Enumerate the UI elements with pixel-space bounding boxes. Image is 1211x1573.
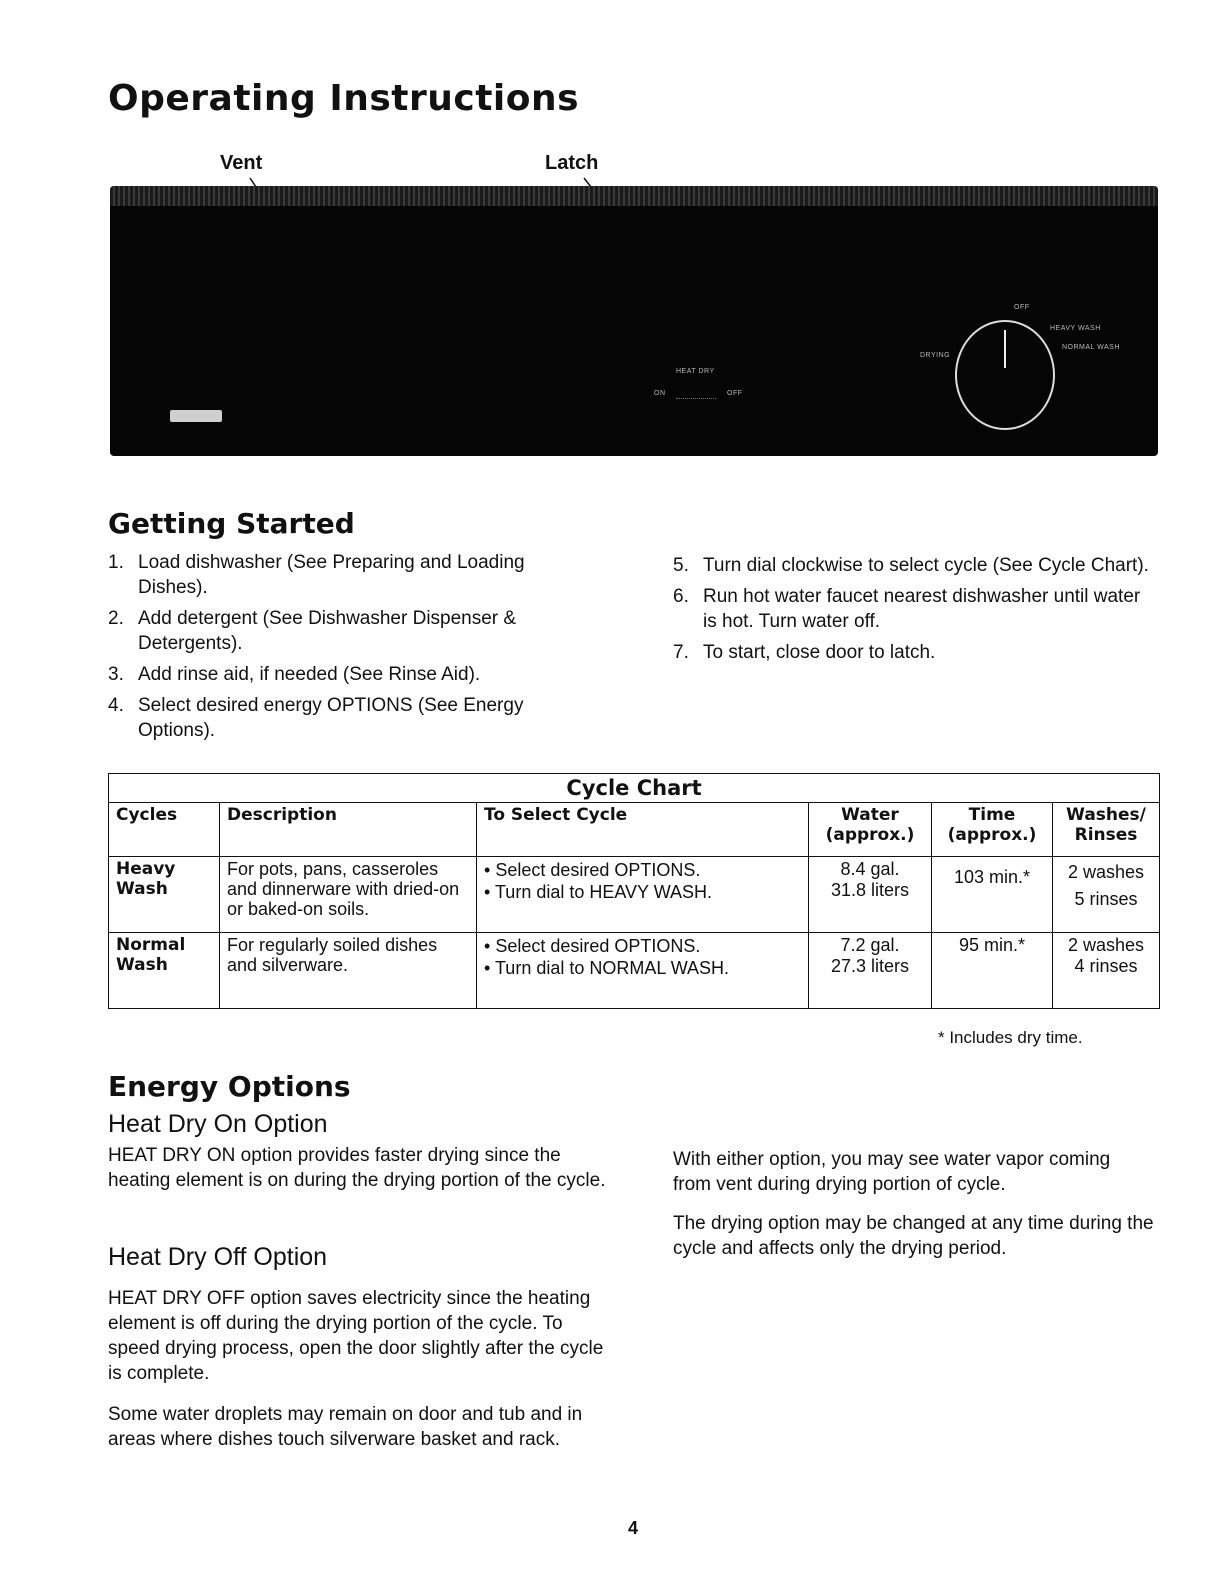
water-cell: 7.2 gal. 27.3 liters	[809, 933, 932, 1009]
vent-label: Vent	[220, 152, 263, 174]
list-item: 2. Add detergent (See Dishwasher Dispenser & Detergents).	[108, 608, 517, 654]
header-description: Description	[220, 803, 477, 857]
header-to-select: To Select Cycle	[477, 803, 809, 857]
dial-off-label: OFF	[1014, 304, 1030, 311]
steps-left-list	[108, 550, 598, 749]
heat-dry-off-note: Some water droplets may remain on door and tub and in areas where dishes touch silverware basket and rack.	[108, 1404, 583, 1450]
header-cycles: Cycles	[109, 803, 220, 857]
to-select-cell: • Select desired OPTIONS. • Turn dial to NORMAL WASH.	[477, 933, 809, 1009]
time-cell: 95 min.*	[932, 933, 1053, 1009]
water-cell: 8.4 gal. 31.8 liters	[809, 857, 932, 933]
table-header-row	[109, 803, 1160, 857]
cycle-name-cell: Normal Wash	[109, 933, 220, 1009]
dial-heavy-wash-label: HEAVY WASH	[1050, 325, 1101, 332]
header-time: Time (approx.)	[932, 803, 1053, 857]
cycle-chart-caption: Cycle Chart	[109, 774, 1160, 803]
list-item: 4. Select desired energy OPTIONS (See Energy Options).	[108, 695, 524, 741]
list-item: 1. Load dishwasher (See Preparing and Loading Dishes).	[108, 552, 525, 598]
list-item: 7. To start, close door to latch.	[673, 642, 936, 663]
heat-dry-off-label: OFF	[727, 390, 743, 397]
heat-dry-off-text: HEAT DRY OFF option saves electricity since the heating element is off during the drying portion of the cycle. To speed drying process, open the door slightly after the cycle is complete.	[108, 1288, 604, 1384]
dial-normal-wash-label: NORMAL WASH	[1062, 344, 1120, 351]
time-cell: 103 min.*	[932, 857, 1053, 933]
heat-dry-on-heading: Heat Dry On Option	[108, 1110, 328, 1138]
table-row	[109, 933, 1160, 1009]
heat-dry-switch-label: HEAT DRY	[676, 368, 715, 375]
energy-options-heading: Energy Options	[108, 1070, 351, 1103]
control-panel-vent-strip	[110, 186, 1158, 206]
latch-label: Latch	[545, 152, 599, 174]
heat-dry-on-label: ON	[654, 390, 666, 397]
steps-right-list	[673, 553, 1153, 671]
description-cell: For regularly soiled dishes and silverware.	[220, 933, 477, 1009]
table-row	[109, 857, 1160, 933]
getting-started-heading: Getting Started	[108, 507, 355, 540]
washes-cell: 2 washes 4 rinses	[1053, 933, 1160, 1009]
heat-dry-on-text: HEAT DRY ON option provides faster drying since the heating element is on during the drying portion of the cycle.	[108, 1145, 606, 1191]
washes-cell: 2 washes 5 rinses	[1053, 857, 1160, 933]
header-water: Water (approx.)	[809, 803, 932, 857]
cycle-chart-table	[108, 773, 1160, 1009]
table-footnote: * Includes dry time.	[938, 1028, 1083, 1047]
dial-drying-label: DRYING	[920, 352, 951, 359]
list-item: 5. Turn dial clockwise to select cycle (See Cycle Chart).	[673, 555, 1149, 576]
page-number: 4	[628, 1518, 639, 1538]
vapor-note: With either option, you may see water vapor coming from vent during drying portion of cycle.	[673, 1149, 1111, 1195]
page-title: Operating Instructions	[108, 78, 580, 119]
to-select-cell: • Select desired OPTIONS. • Turn dial to HEAVY WASH.	[477, 857, 809, 933]
label-leader-lines	[0, 0, 1211, 200]
list-item: 6. Run hot water faucet nearest dishwasher until water is hot. Turn water off.	[673, 586, 1141, 632]
cycle-name-cell: Heavy Wash	[109, 857, 220, 933]
brand-logo	[170, 410, 222, 422]
drying-option-note: The drying option may be changed at any time during the cycle and affects only the drying period.	[673, 1213, 1154, 1259]
dial-pointer-icon	[1004, 330, 1006, 368]
description-cell: For pots, pans, casseroles and dinnerware with dried-on or baked-on soils.	[220, 857, 477, 933]
list-item: 3. Add rinse aid, if needed (See Rinse Aid).	[108, 664, 481, 685]
heat-dry-off-heading: Heat Dry Off Option	[108, 1243, 328, 1271]
heat-dry-switch[interactable]	[676, 398, 716, 399]
header-washes: Washes/ Rinses	[1053, 803, 1160, 857]
